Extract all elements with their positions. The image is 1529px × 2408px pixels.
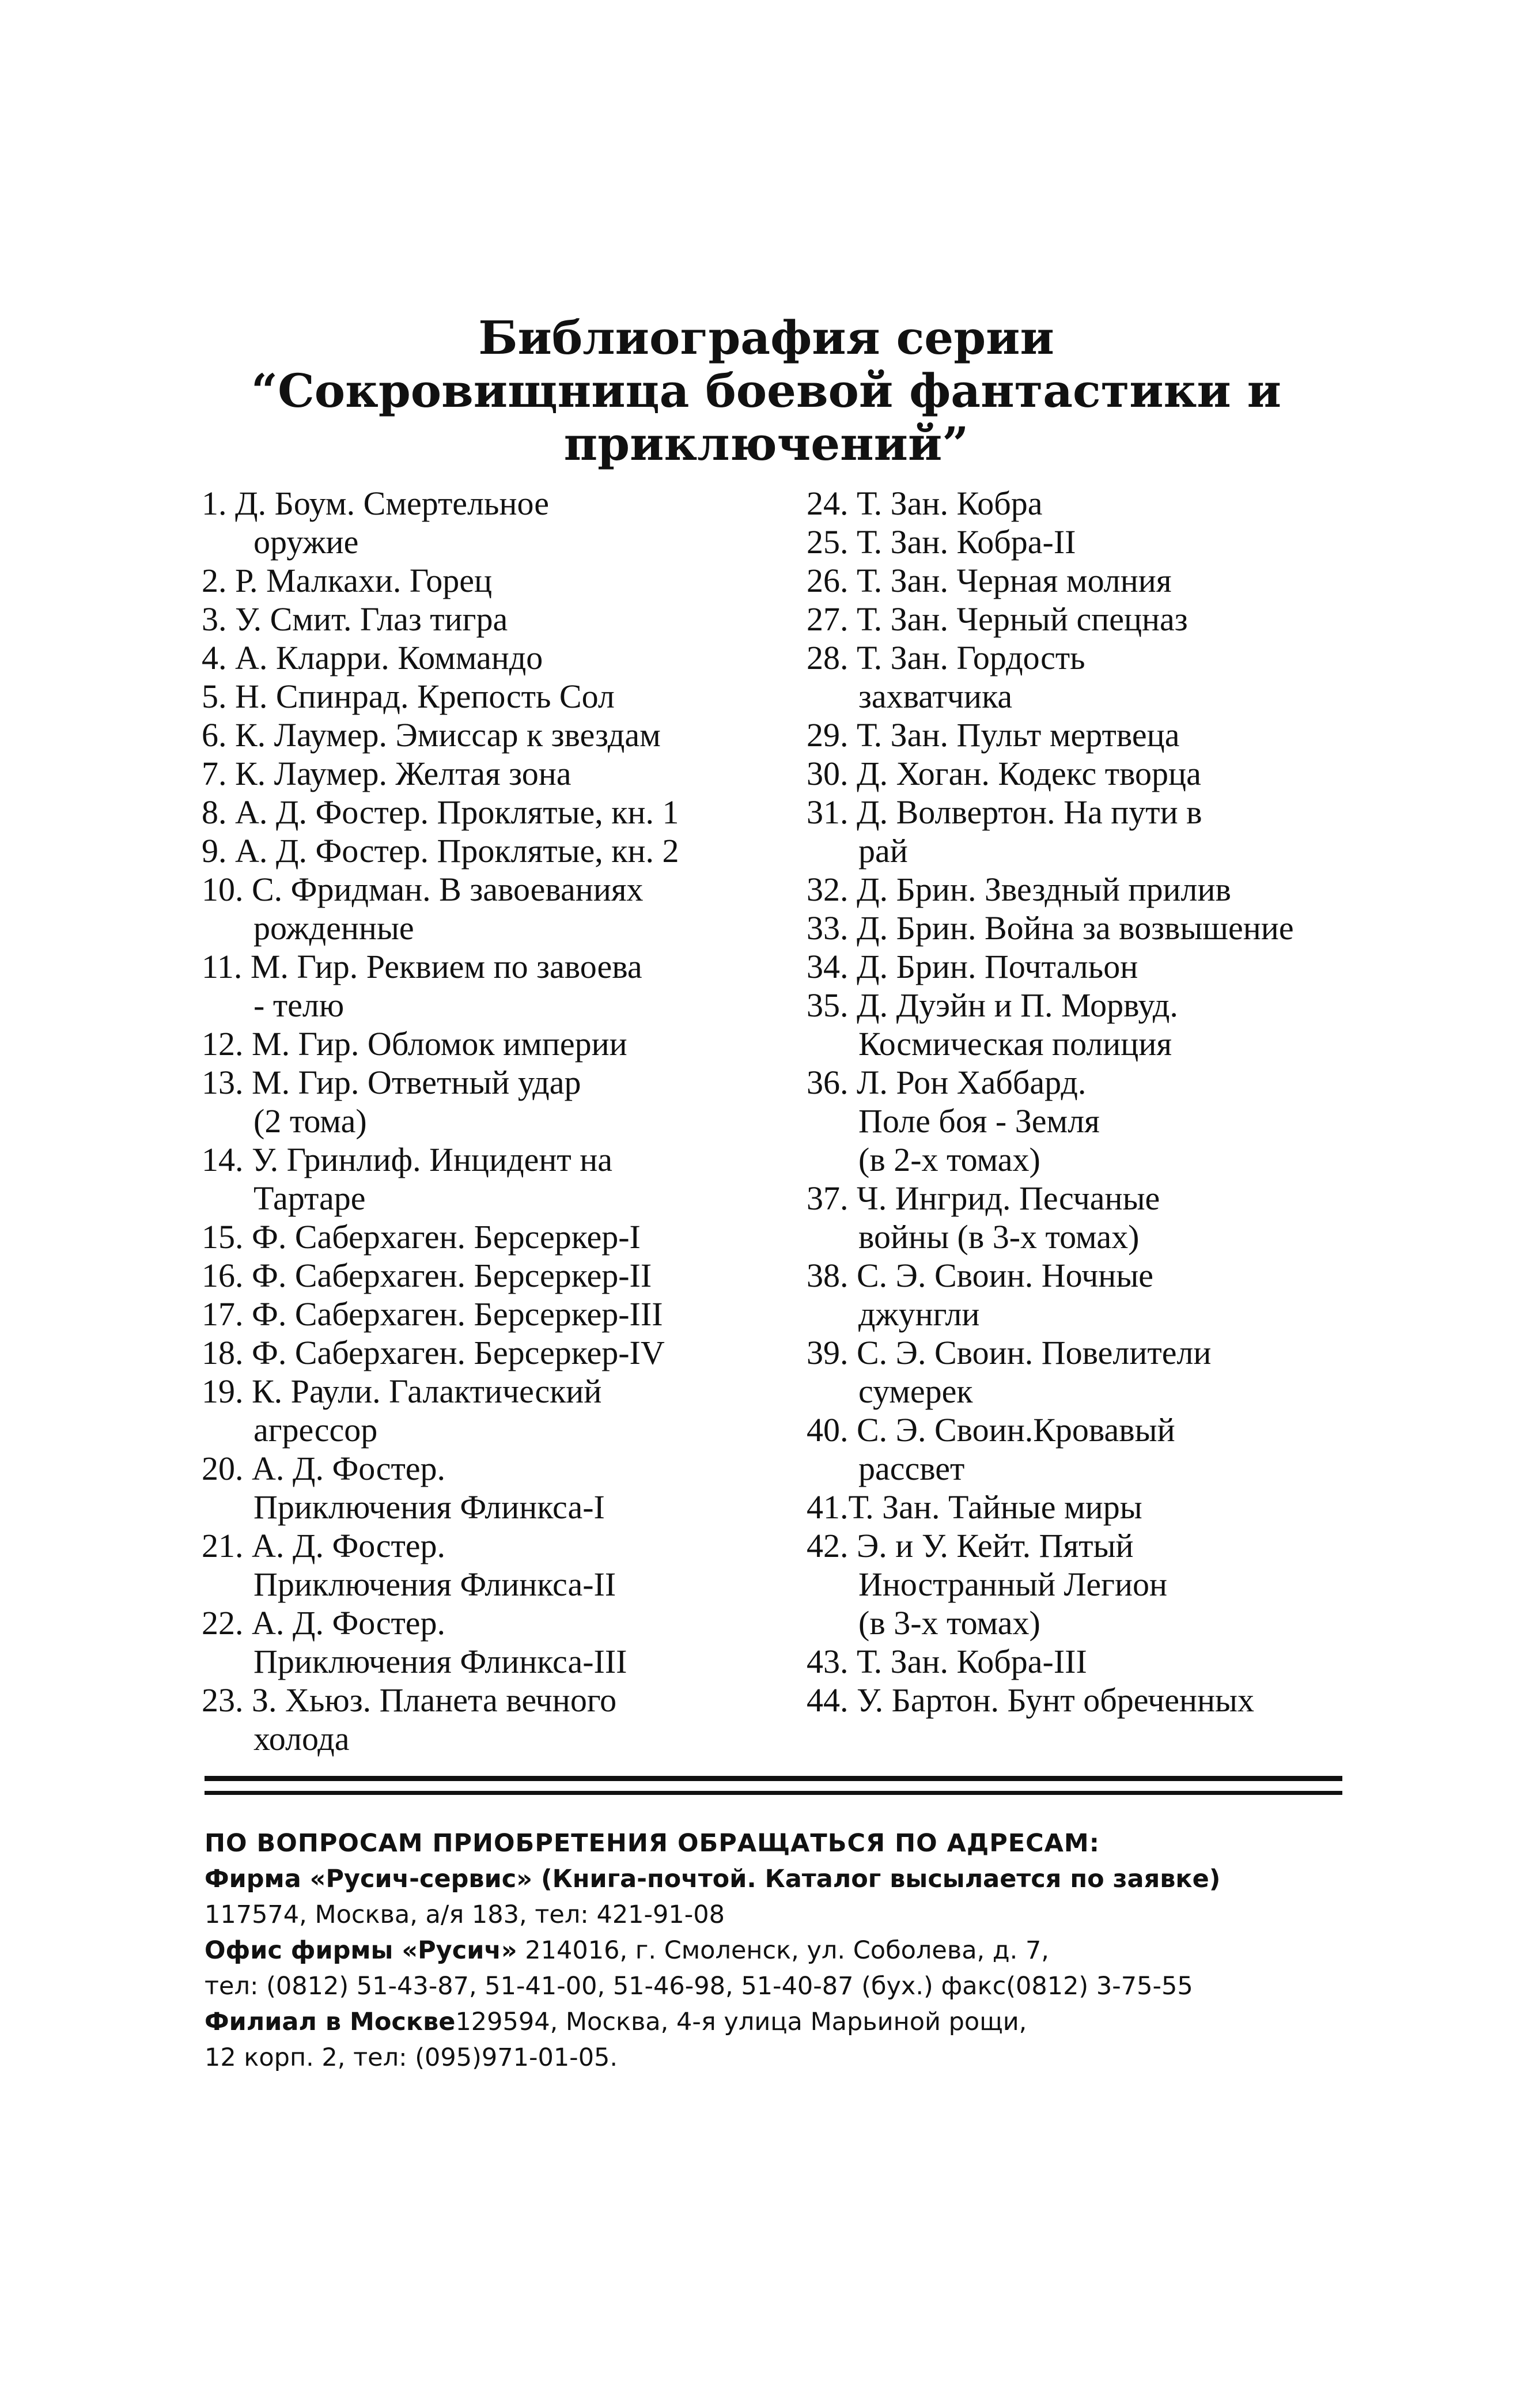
divider-rule-thin — [205, 1791, 1342, 1795]
entry-text-continued: захватчика — [858, 678, 1013, 715]
entry-text: 41.Т. Зан. Тайные миры — [807, 1488, 1142, 1526]
bibliography-entry — [807, 793, 1342, 870]
entry-text-continued: агрессор — [253, 1411, 378, 1449]
entry-text: 4. А. Кларри. Коммандо — [202, 639, 543, 676]
entry-text: 25. Т. Зан. Кобра-II — [807, 523, 1076, 561]
bibliography-entry — [202, 677, 755, 716]
entry-text: 7. К. Лаумер. Желтая зона — [202, 755, 572, 792]
bibliography-entry — [807, 1411, 1342, 1488]
entry-text: 5. Н. Спинрад. Крепость Сол — [202, 678, 615, 715]
bibliography-entry — [202, 870, 755, 947]
bibliography-entry — [807, 1179, 1342, 1256]
entry-text: 18. Ф. Саберхаген. Берсеркер-IV — [202, 1334, 665, 1371]
branch-address: 129594, Москва, 4-я улица Марьиной рощи, — [455, 2008, 1027, 2036]
bibliography-entry — [807, 1642, 1342, 1681]
entry-text: 33. Д. Брин. Война за возвышение — [807, 909, 1294, 947]
bibliography-entry — [202, 1256, 755, 1295]
entry-text-continued: рай — [858, 832, 908, 870]
bibliography-entry — [202, 1449, 755, 1526]
entry-text: 24. Т. Зан. Кобра — [807, 485, 1043, 522]
entry-text: 26. Т. Зан. Черная молния — [807, 562, 1172, 599]
entry-text-continued: (в 3-х томах) — [858, 1604, 1040, 1642]
bibliography-entry — [202, 831, 755, 870]
bibliography-entry — [202, 484, 755, 561]
entry-text: 44. У. Бартон. Бунт обреченных — [807, 1681, 1255, 1719]
entry-text: 10. С. Фридман. В завоеваниях — [202, 871, 644, 908]
bibliography-entry — [202, 1025, 755, 1063]
bibliography-entry — [807, 754, 1342, 793]
bibliography-entry — [202, 1526, 755, 1604]
entry-text-continued: - телю — [253, 986, 345, 1024]
entry-text: 27. Т. Зан. Черный спецназ — [807, 600, 1188, 638]
entry-text: 6. К. Лаумер. Эмиссар к звездам — [202, 716, 661, 754]
entry-text-continued: рожденные — [253, 909, 414, 947]
bibliography-entry — [202, 716, 755, 754]
entry-text: 2. Р. Малкахи. Горец — [202, 562, 493, 599]
title-line-2: “Сокровищница боевой фантастики и — [251, 364, 1281, 418]
entry-text-continued: (в 2-х томах) — [858, 1141, 1040, 1178]
entry-text-continued: Космическая полиция — [858, 1025, 1172, 1063]
bibliography-entry — [202, 1604, 755, 1681]
entry-text-continued: Приключения Флинкса-I — [253, 1488, 605, 1526]
title-line-1: Библиография серии — [478, 311, 1054, 365]
entry-text-continued: войны (в 3-х томах) — [858, 1218, 1140, 1256]
entry-text: 22. А. Д. Фостер. — [202, 1604, 446, 1642]
bibliography-entry — [807, 523, 1342, 561]
entry-text: 43. Т. Зан. Кобра-III — [807, 1643, 1087, 1680]
entry-text-continued: холода — [253, 1720, 350, 1757]
firm-address: 117574, Москва, а/я 183, тел: 421-91-08 — [205, 1900, 725, 1929]
entry-text: 15. Ф. Саберхаген. Берсеркер-I — [202, 1218, 641, 1256]
entry-text: 32. Д. Брин. Звездный прилив — [807, 871, 1231, 908]
entry-text: 42. Э. и У. Кейт. Пятый — [807, 1527, 1134, 1564]
bibliography-entry — [807, 986, 1342, 1063]
bibliography-entry — [202, 1681, 755, 1758]
bibliography-entry — [807, 1488, 1342, 1526]
entry-text-continued: Тартаре — [253, 1180, 366, 1217]
bibliography-entry — [202, 947, 755, 1025]
branch-line — [205, 2004, 1345, 2040]
entry-text: 19. К. Раули. Галактический — [202, 1373, 602, 1410]
bibliography-entry — [807, 1063, 1342, 1179]
entry-text: 21. А. Д. Фостер. — [202, 1527, 446, 1564]
entry-text: 20. А. Д. Фостер. — [202, 1450, 446, 1487]
entry-text-continued: джунгли — [858, 1295, 980, 1333]
bibliography-entry — [807, 638, 1342, 716]
bibliography-entry — [202, 793, 755, 831]
entry-text: 11. М. Гир. Реквием по завоева — [202, 948, 642, 985]
entry-text: 34. Д. Брин. Почтальон — [807, 948, 1138, 985]
bibliography-entry — [202, 1063, 755, 1140]
bibliography-entry — [202, 1333, 755, 1372]
entry-text: 12. М. Гир. Обломок империи — [202, 1025, 627, 1063]
page-title — [173, 311, 1360, 470]
bibliography-entry — [807, 947, 1342, 986]
bibliography-entry — [807, 561, 1342, 600]
bibliography-right-column — [807, 484, 1342, 1719]
office-line — [205, 1933, 1345, 1968]
bibliography-entry — [202, 1295, 755, 1333]
entry-text-continued: сумерек — [858, 1373, 973, 1410]
entry-text-continued: Поле боя - Земля — [858, 1102, 1100, 1140]
bibliography-entry — [807, 1681, 1342, 1719]
bibliography-entry — [807, 1526, 1342, 1642]
office-phones: тел: (0812) 51-43-87, 51-41-00, 51-46-98, 51-40-87 (бух.) факс(0812) 3-75-55 — [205, 1972, 1193, 2001]
entry-text-continued: Приключения Флинкса-III — [253, 1643, 627, 1680]
divider-rule-thick — [205, 1776, 1342, 1781]
entry-text: 28. Т. Зан. Гордость — [807, 639, 1085, 676]
bibliography-entry — [202, 1140, 755, 1218]
bibliography-entry — [807, 909, 1342, 947]
entry-text: 16. Ф. Саберхаген. Берсеркер-II — [202, 1257, 652, 1294]
entry-text: 17. Ф. Саберхаген. Берсеркер-III — [202, 1295, 663, 1333]
entry-text: 23. З. Хьюз. Планета вечного — [202, 1681, 617, 1719]
entry-text: 35. Д. Дуэйн и П. Морвуд. — [807, 986, 1178, 1024]
purchase-info — [205, 1825, 1345, 2076]
entry-text: 14. У. Гринлиф. Инцидент на — [202, 1141, 613, 1178]
bibliography-entry — [807, 1333, 1342, 1411]
entry-text-continued: Приключения Флинкса-II — [253, 1566, 616, 1603]
office-name: Офис фирмы «Русич» — [205, 1936, 517, 1965]
entry-text: 37. Ч. Ингрид. Песчаные — [807, 1180, 1160, 1217]
entry-text: 1. Д. Боум. Смертельное — [202, 485, 549, 522]
bibliography-entry — [807, 1256, 1342, 1333]
title-line-3: приключений” — [563, 417, 969, 471]
firm-name: Фирма «Русич-сервис» (Книга-почтой. Каталог высылается по заявке) — [205, 1865, 1221, 1893]
entry-text: 29. Т. Зан. Пульт мертвеца — [807, 716, 1180, 754]
entry-text: 40. С. Э. Своин.Кровавый — [807, 1411, 1175, 1449]
entry-text-continued: Иностранный Легион — [858, 1566, 1168, 1603]
entry-text-continued: (2 тома) — [253, 1102, 367, 1140]
bibliography-entry — [807, 870, 1342, 909]
entry-text-continued: рассвет — [858, 1450, 965, 1487]
entry-text: 36. Л. Рон Хаббард. — [807, 1064, 1087, 1101]
bibliography-entry — [202, 638, 755, 677]
bibliography-entry — [202, 1218, 755, 1256]
entry-text: 3. У. Смит. Глаз тигра — [202, 600, 508, 638]
entry-text: 31. Д. Волвертон. На пути в — [807, 793, 1202, 831]
office-address: 214016, г. Смоленск, ул. Соболева, д. 7, — [517, 1936, 1049, 1965]
entry-text-continued: оружие — [253, 523, 359, 561]
branch-name: Филиал в Москве — [205, 2008, 456, 2036]
bibliography-entry — [807, 484, 1342, 523]
bibliography-entry — [202, 600, 755, 638]
entry-text: 38. С. Э. Своин. Ночные — [807, 1257, 1154, 1294]
entry-text: 39. С. Э. Своин. Повелители — [807, 1334, 1212, 1371]
purchase-heading: ПО ВОПРОСАМ ПРИОБРЕТЕНИЯ ОБРАЩАТЬСЯ ПО АДРЕСАМ: — [205, 1829, 1100, 1858]
entry-text: 8. А. Д. Фостер. Проклятые, кн. 1 — [202, 793, 679, 831]
bibliography-left-column — [202, 484, 755, 1758]
entry-text: 13. М. Гир. Ответный удар — [202, 1064, 581, 1101]
bibliography-entry — [807, 716, 1342, 754]
bibliography-entry — [202, 754, 755, 793]
branch-address-continued: 12 корп. 2, тел: (095)971-01-05. — [205, 2043, 618, 2072]
entry-text: 30. Д. Хоган. Кодекс творца — [807, 755, 1201, 792]
entry-text: 9. А. Д. Фостер. Проклятые, кн. 2 — [202, 832, 679, 870]
bibliography-entry — [202, 561, 755, 600]
bibliography-entry — [202, 1372, 755, 1449]
bibliography-entry — [807, 600, 1342, 638]
